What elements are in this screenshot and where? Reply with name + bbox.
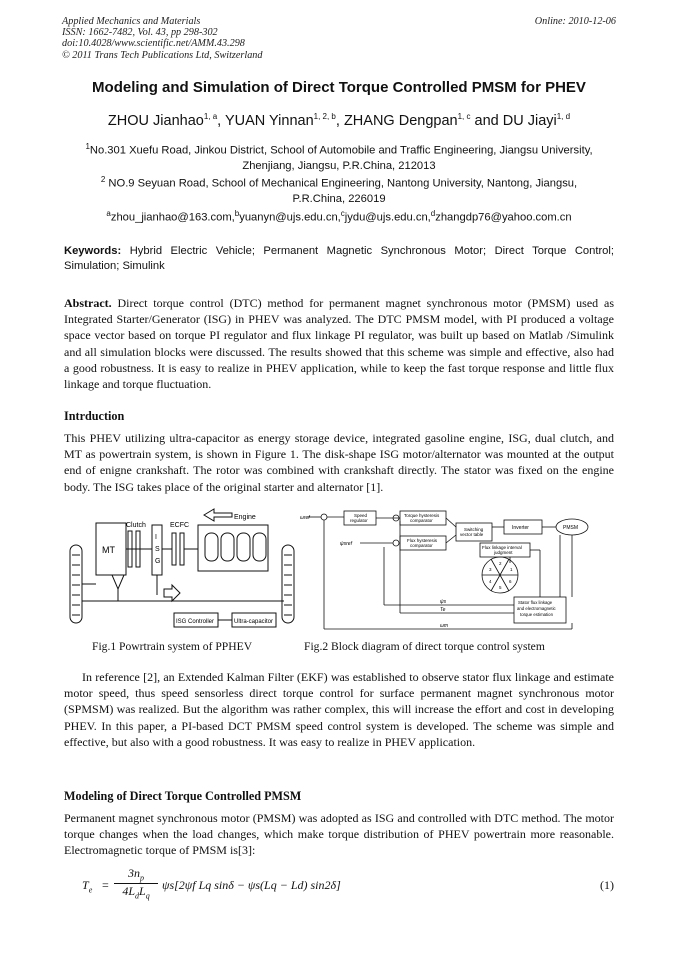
wheel-right: [282, 545, 294, 623]
label-inverter: Inverter: [512, 525, 529, 531]
eq-num-sub: p: [140, 873, 144, 883]
eq-fraction: [114, 866, 158, 901]
affiliation-num: 2: [100, 175, 106, 184]
journal-name: Applied Mechanics and Materials: [62, 16, 201, 27]
author-sup: 1, a: [203, 112, 218, 121]
email-link[interactable]: zhou_jianhao@163.com,: [110, 211, 235, 224]
label-flux-judge-1: Flux linkage interval: [482, 545, 522, 550]
figure-2-block-diagram: [300, 505, 600, 635]
author-sup: 1, d: [556, 112, 571, 121]
eq-number: (1): [600, 878, 614, 892]
label-mt: MT: [102, 545, 115, 555]
issn-line: ISSN: 1662-7482, Vol. 43, pp 298-302: [62, 27, 218, 39]
email-sup: a: [106, 209, 111, 218]
author-name: ZHANG Dengpan: [343, 112, 458, 129]
label-isg-s: S: [155, 546, 160, 553]
label-isg-controller: ISG Controller: [176, 619, 215, 625]
affiliation-1: [74, 139, 604, 174]
eq-denominator: [114, 884, 158, 900]
author-sup: 1, 2, b: [313, 112, 336, 121]
abstract: [64, 295, 614, 392]
label-speed-reg-2: regulator: [350, 518, 368, 523]
author-name: DU Jiayi: [502, 112, 557, 129]
keywords: [64, 244, 614, 274]
author-list: [0, 112, 678, 129]
label-psi-s: ψs: [440, 599, 447, 605]
author-name: ZHOU Jianhao: [107, 112, 204, 129]
label-omega: ωm: [440, 623, 449, 629]
label-psi-ref: ψsref: [340, 541, 352, 547]
section-heading-modeling: Modeling of Direct Torque Controlled PMSM: [64, 789, 302, 803]
label-sector-4: 4: [489, 579, 492, 584]
abstract-text: Direct torque control (DTC) method for permanent magnet synchronous motor (PMSM) used as Integrated Starter/Generator (ISG) in PHEV was analyzed. The DTC PMSM model, with PI produced a voltage space vector based on torque PI regulator and flux linkage PI regulator, was built up based on Matlab /Simulink and all simulation blocks were discussed. The results showed that this scheme was simple and effective, also had a good robustness. It is easy to realize in PHEV application, while to keep the fast torque response and little flux linkage and torque fluctuation.: [64, 296, 614, 392]
author-sep: and: [470, 112, 503, 129]
abstract-label: Abstract.: [64, 296, 112, 310]
label-flux-hyst-2: comparator: [410, 543, 433, 548]
eq-den: 4L: [122, 884, 135, 899]
label-pmsm: PMSM: [563, 525, 578, 531]
affiliation-text: No.301 Xuefu Road, Jinkou District, School of Automobile and Traffic Engineering, Jiangsu University, Zhenjiang, Jiangsu, P.R.China, 212013: [89, 144, 593, 172]
label-te: Te: [440, 607, 446, 613]
keywords-label: Keywords:: [64, 245, 122, 257]
doi-line: doi:10.4028/www.scientific.net/AMM.43.298: [62, 38, 245, 50]
intro-paragraph-1: This PHEV utilizing ultra-capacitor as energy storage device, integrated gasoline engine, ISG, dual clutch, and MT as powertrain system, is shown in Figure 1. The disk-shape ISG motor/alternator was mounted at the output end of enigne crankshaft. The rotor was combined with crankshaft directly. The stator was fixed on the engine body. The ISG takes place of the original starter and alternator [1].: [64, 431, 614, 494]
label-ecfc: ECFC: [170, 522, 190, 529]
email-list: [0, 209, 678, 224]
eq-num: 3n: [128, 866, 140, 880]
email-sup: d: [430, 209, 436, 218]
figure-2-caption: Fig.2 Block diagram of direct torque control system: [304, 640, 545, 653]
label-flux-judge-2: judgment: [494, 550, 513, 555]
label-sector-1: 1: [510, 567, 513, 572]
label-torque-hyst-1: Torque hysteresis: [404, 513, 440, 518]
eq-body: ψs[2ψf Lq sinδ − ψs(Lq − Ld) sin2δ]: [162, 878, 341, 892]
email-link[interactable]: jydu@ujs.edu.cn,: [344, 211, 431, 224]
eq-lhs: [82, 878, 92, 894]
email-sup: c: [340, 209, 345, 218]
label-ultracap: Ultra-capacitor: [234, 619, 274, 625]
figure-1-powertrain: [64, 505, 304, 635]
email-sup: b: [234, 209, 240, 218]
author-name: YUAN Yinnan: [224, 112, 314, 129]
eq-den-sub1: d: [135, 891, 139, 901]
online-date: Online: 2010-12-06: [534, 16, 616, 27]
section-heading-intro: Intrduction: [64, 409, 125, 423]
eq-den-l2: L: [139, 884, 146, 899]
author-sep: ,: [217, 112, 225, 129]
label-sector-3: 3: [489, 567, 492, 572]
eq-numerator: [114, 866, 158, 884]
author-sep: ,: [335, 112, 344, 129]
label-wref: ωref: [300, 515, 310, 521]
label-flux-hyst-1: Flux hysteresis: [407, 538, 438, 543]
intro-paragraph-2: In reference [2], an Extended Kalman Filter (EKF) was established to observe stator flux linkage and estimate motor speed, thus speed sensorless direct torque control for surface permanent magnet synchronous motor (SPMSM) was realized. But the algorithm was rather complex, this will increase the effort and cost in developing PHEV. In this paper, a PI-based DCT PMSM speed control system is developed. The scheme was simple and effective, but also with a good robustness. It was easy to realize in PHEV application.: [64, 670, 614, 749]
modeling-paragraph-1: Permanent magnet synchronous motor (PMSM) was adopted as ISG and controlled with DTC method. The motor torque changes when the load changes, which make torque distribution of PHEV powertrain more reasonable. Electromagnetic torque of PMSM is[3]:: [64, 811, 614, 858]
label-sector-5: 5: [499, 585, 502, 590]
affiliation-num: 1: [85, 142, 90, 151]
label-isg-i: I: [155, 534, 157, 541]
label-sector-2: 2: [499, 561, 502, 566]
author-sup: 1, c: [457, 112, 471, 121]
label-engine: Engine: [234, 514, 256, 521]
eq-equals: =: [102, 878, 109, 892]
affiliation-2: [74, 172, 604, 207]
affiliation-text: NO.9 Seyuan Road, School of Mechanical Engineering, Nantong University, Nantong, Jiangsu, P.R.China, 226019: [108, 177, 578, 205]
label-torque-hyst-2: comparator: [410, 518, 433, 523]
journal-header: [62, 16, 616, 61]
eq-lhs-symbol: T: [82, 878, 89, 892]
equation-1: [82, 866, 614, 906]
email-link[interactable]: zhangdp76@yahoo.com.cn: [435, 211, 572, 224]
label-est-2: and electromagnetic: [517, 606, 556, 611]
label-clutch: Clutch: [126, 522, 146, 529]
figure-1-caption: Fig.1 Powrtrain system of PPHEV: [92, 640, 253, 653]
paper-title: Modeling and Simulation of Direct Torque Controlled PMSM for PHEV: [92, 79, 586, 96]
eq-den-sub2: q: [145, 891, 150, 901]
label-switching-1: Switching: [464, 527, 484, 532]
label-isg-g: G: [155, 558, 161, 565]
wheel-left: [70, 545, 82, 623]
label-est-3: torque estimation: [520, 612, 553, 617]
label-est-1: Stator flux linkage: [518, 600, 553, 605]
keywords-text: Hybrid Electric Vehicle; Permanent Magnetic Synchronous Motor; Direct Torque Control; Simulation; Simulink: [64, 245, 614, 272]
label-sector-6: 6: [509, 579, 512, 584]
copyright-line: © 2011 Trans Tech Publications Ltd, Switzerland: [62, 49, 263, 61]
engine-box: [198, 525, 268, 571]
email-link[interactable]: yuanyn@ujs.edu.cn,: [239, 211, 341, 224]
label-speed-reg-1: Speed: [354, 513, 368, 518]
label-switching-2: vector table: [460, 532, 484, 537]
eq-lhs-sub: e: [88, 885, 93, 895]
